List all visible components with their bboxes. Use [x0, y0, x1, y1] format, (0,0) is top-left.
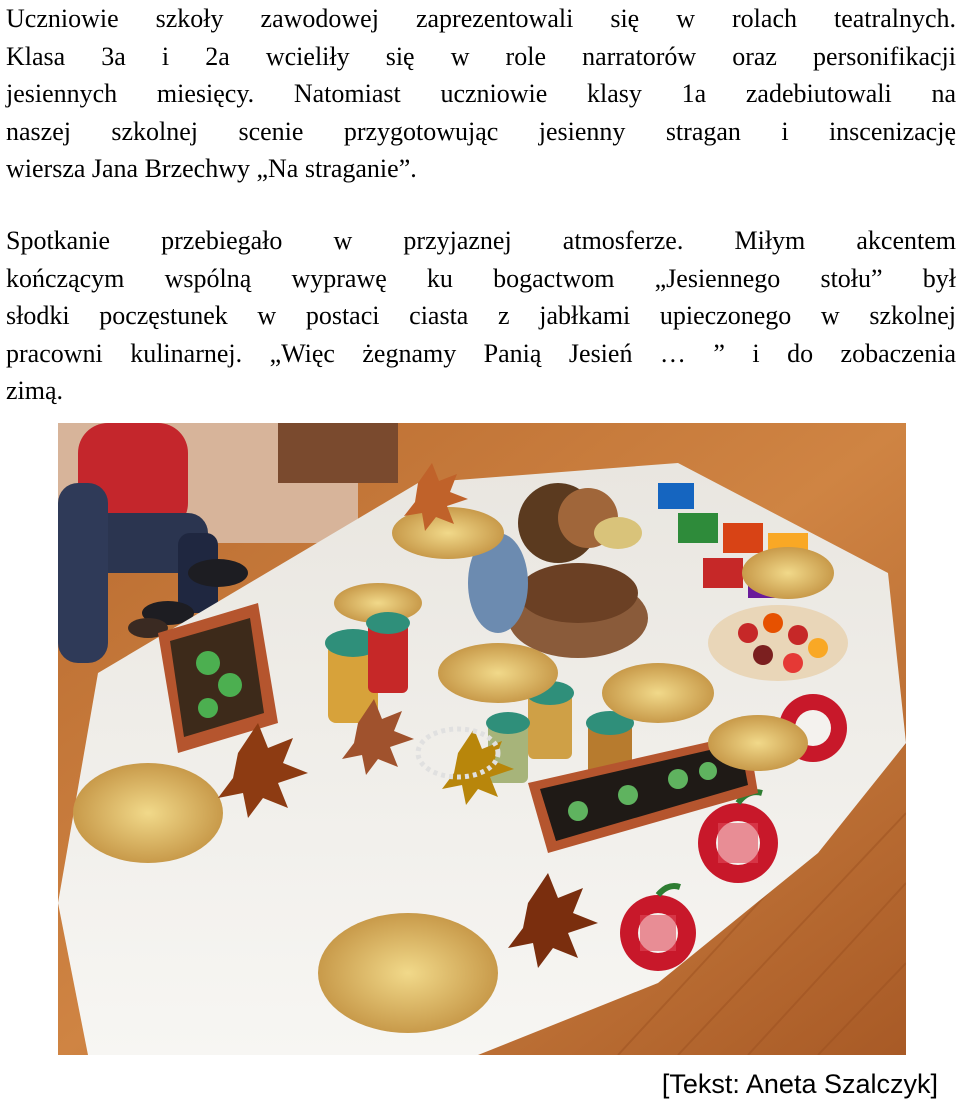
paragraph-1-line: wiersza Jana Brzechwy „Na straganie”.: [6, 154, 417, 183]
pastry-plate: [73, 763, 223, 863]
paragraph-2-line: słodki poczęstunek w postaci ciasta z jabłkami upieczonego w szkolnej: [6, 301, 956, 330]
pastry-plate: [708, 715, 808, 771]
pastry-plate: [318, 913, 498, 1033]
background-furniture: [278, 423, 398, 483]
autumn-table-illustration: [58, 423, 906, 1055]
autumn-table-photo: [58, 423, 906, 1055]
paragraph-1-line: Klasa 3a i 2a wcieliły się w role narratorów oraz personifikacji: [6, 41, 956, 71]
paragraph-2-line: kończącym wspólną wyprawę ku bogactwom „Jesiennego stołu” był: [6, 263, 956, 293]
paragraph-2-line: Spotkanie przebiegało w przyjaznej atmosferze. Miłym akcentem: [6, 226, 956, 255]
text-credit: [Tekst: Aneta Szalczyk]: [661, 1069, 938, 1099]
paragraph-2-line: zimą.: [6, 376, 64, 405]
pastry-plate: [742, 547, 834, 599]
pastry-plate: [602, 663, 714, 723]
paragraph-1-line: jesiennych miesięcy. Natomiast uczniowie klasy 1a zadebiutowali na: [6, 79, 956, 108]
pastry-plate: [438, 643, 558, 703]
paragraph-1-line: Uczniowie szkoły zawodowej zaprezentowali się w rolach teatralnych.: [6, 4, 956, 33]
fruit-plate: [708, 605, 848, 681]
paragraph-2-line: pracowni kulinarnej. „Więc żegnamy Panią Jesień … ” i do zobaczenia: [6, 338, 956, 368]
paragraph-1-line: naszej szkolnej scenie przygotowując jesienny stragan i inscenizację: [6, 116, 956, 146]
paragraph-1: [6, 0, 956, 188]
paragraph-2: [6, 222, 956, 410]
